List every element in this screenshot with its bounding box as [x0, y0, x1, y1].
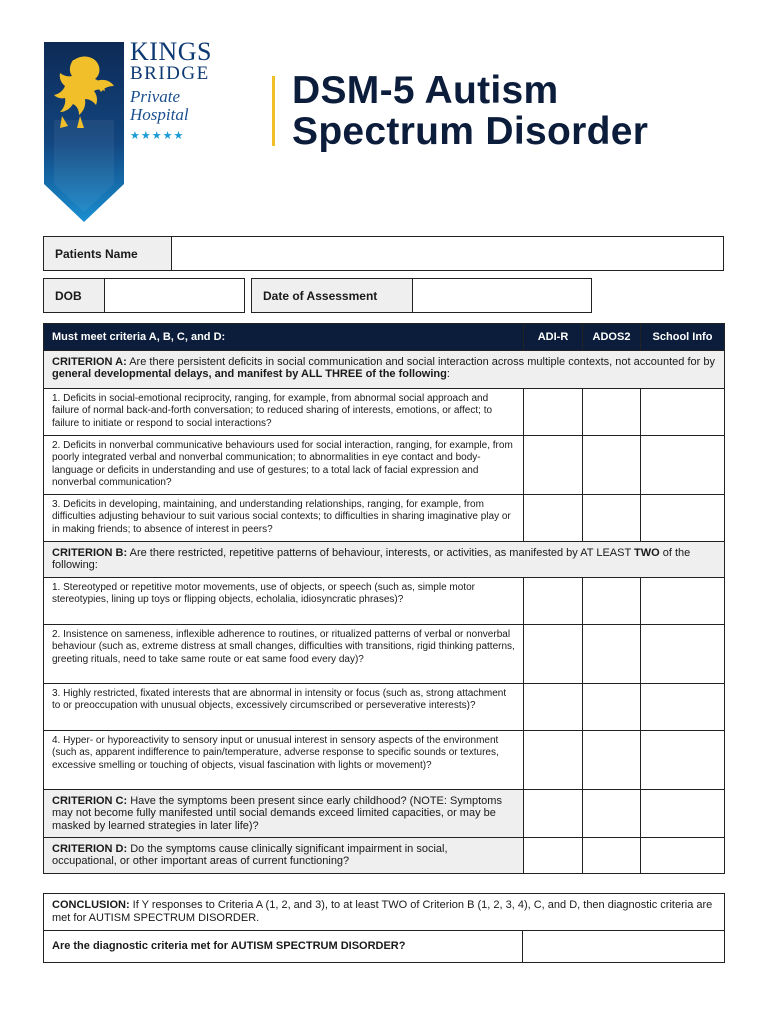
school-info-check-a1[interactable]	[641, 389, 725, 436]
criteria-table	[43, 323, 725, 874]
adir-check-c[interactable]	[524, 790, 583, 838]
criterion-b-label: CRITERION B:	[52, 547, 128, 559]
page-title-line2: Spectrum Disorder	[292, 110, 649, 153]
table-row	[44, 731, 725, 790]
school-info-check-a2[interactable]	[641, 436, 725, 495]
page-title	[292, 70, 648, 152]
dob-field[interactable]	[105, 279, 244, 312]
column-header-school-info: School Info	[641, 324, 725, 351]
adir-check-a1[interactable]	[524, 389, 583, 436]
ados2-check-a1[interactable]	[583, 389, 641, 436]
dob-row	[43, 278, 245, 313]
criterion-a-label: CRITERION A:	[52, 356, 127, 368]
hospital-logo-text	[130, 37, 212, 142]
criterion-a-emphasis: general developmental delays, and manifest by ALL THREE of the following	[52, 368, 447, 381]
ados2-check-a2[interactable]	[583, 436, 641, 495]
table-row	[44, 436, 725, 495]
school-info-check-a3[interactable]	[641, 495, 725, 542]
school-info-check-d[interactable]	[641, 838, 725, 874]
criterion-a-description: Are there persistent deficits in social communication and social interaction across multiple contexts, not accounted for by	[126, 356, 715, 368]
school-info-check-b2[interactable]	[641, 625, 725, 684]
criterion-b-item-4: 4. Hyper- or hyporeactivity to sensory input or unusual interest in sensory aspects of the environment (such as, apparent indifference to pain/temperature, adverse response to specific sounds or textures, excessive smelling or touching of objects, visual fascination with lights or movement)?	[44, 731, 524, 790]
assessment-date-label: Date of Assessment	[252, 279, 413, 312]
column-header-ados2: ADOS2	[583, 324, 641, 351]
criterion-d-label: CRITERION D:	[52, 843, 128, 855]
table-row	[44, 389, 725, 436]
criterion-c-text	[44, 790, 524, 838]
logo-name-line3: Private	[130, 87, 181, 106]
patient-name-field[interactable]	[172, 237, 723, 270]
dob-label: DOB	[44, 279, 105, 312]
logo-star-rating: ★★★★★	[130, 130, 185, 142]
criterion-b-row	[44, 542, 725, 578]
criterion-b-end: of the following:	[52, 547, 691, 572]
criterion-d-row	[44, 838, 725, 874]
criterion-c-row	[44, 790, 725, 838]
school-info-check-b3[interactable]	[641, 684, 725, 731]
assessment-date-field[interactable]	[413, 279, 591, 312]
school-info-check-b4[interactable]	[641, 731, 725, 790]
column-header-adir: ADI-R	[524, 324, 583, 351]
criterion-b-text	[44, 542, 725, 578]
criterion-a-item-3: 3. Deficits in developing, maintaining, and understanding relationships, ranging, for example, from difficulties adjusting behaviour to suit various social contexts; to difficulties in sharing imaginative play or in making friends; to absence of interest in peers?	[44, 495, 524, 542]
hospital-logo-shield	[44, 42, 124, 222]
criterion-a-item-1: 1. Deficits in social-emotional reciprocity, ranging, for example, from abnormal social approach and failure of normal back-and-forth conversation; to reduced sharing of interests, emotions, or affect; to failure to initiate or respond to social interactions?	[44, 389, 524, 436]
adir-check-b3[interactable]	[524, 684, 583, 731]
page-title-line1: DSM-5 Autism	[292, 69, 559, 112]
patient-name-row	[43, 236, 724, 271]
conclusion-answer-field[interactable]	[523, 931, 725, 963]
conclusion-table	[43, 893, 725, 963]
ados2-check-b1[interactable]	[583, 578, 641, 625]
adir-check-b4[interactable]	[524, 731, 583, 790]
criterion-a-row	[44, 351, 725, 389]
ados2-check-d[interactable]	[583, 838, 641, 874]
criterion-a-text	[44, 351, 725, 389]
table-row	[44, 578, 725, 625]
table-header-row	[44, 324, 725, 351]
criterion-d-description: Do the symptoms cause clinically significant impairment in social, occupational, or other important areas of current functioning?	[52, 843, 448, 868]
title-accent-bar	[272, 76, 275, 146]
ados2-check-a3[interactable]	[583, 495, 641, 542]
school-info-check-c[interactable]	[641, 790, 725, 838]
ados2-check-c[interactable]	[583, 790, 641, 838]
table-row	[44, 495, 725, 542]
ados2-check-b2[interactable]	[583, 625, 641, 684]
adir-check-b1[interactable]	[524, 578, 583, 625]
adir-check-d[interactable]	[524, 838, 583, 874]
logo-name-line4: Hospital	[130, 105, 189, 124]
criterion-c-label: CRITERION C:	[52, 795, 128, 807]
conclusion-question-row	[44, 931, 725, 963]
criterion-b-emphasis: TWO	[634, 547, 660, 559]
criterion-c-description: Have the symptoms been present since early childhood? (NOTE: Symptoms may not become fully manifested until social demands exceed limited capacities, or may be masked by learned strategies in later life)?	[52, 795, 502, 832]
criterion-b-item-1: 1. Stereotyped or repetitive motor movements, use of objects, or speech (such as, simple motor stereotypies, lining up toys or flipping objects, echolalia, idiosyncratic phrases)?	[44, 578, 524, 625]
ados2-check-b3[interactable]	[583, 684, 641, 731]
table-row	[44, 625, 725, 684]
criterion-a-item-2: 2. Deficits in nonverbal communicative behaviours used for social interaction, ranging, for example, from poorly integrated verbal and nonverbal communication; to abnormalities in eye contact and body-language or deficits in understanding and use of gestures; to a total lack of facial expression and nonverbal communication?	[44, 436, 524, 495]
logo-name-line2: BRIDGE	[130, 63, 210, 84]
conclusion-label: CONCLUSION:	[52, 899, 130, 911]
criterion-a-end: :	[446, 368, 450, 381]
conclusion-text	[44, 894, 725, 931]
patient-name-label: Patients Name	[44, 237, 172, 270]
criterion-b-item-3: 3. Highly restricted, fixated interests that are abnormal in intensity or focus (such as, strong attachment to or preoccupation with unusual objects, excessively circumscribed or perseverative interests)?	[44, 684, 524, 731]
table-row	[44, 684, 725, 731]
conclusion-description: If Y responses to Criteria A (1, 2, and 3), to at least TWO of Criterion B (1, 2, 3, 4), C, and D, then diagnostic criteria are met for AUTISM SPECTRUM DISORDER.	[52, 899, 713, 924]
conclusion-question: Are the diagnostic criteria met for AUTISM SPECTRUM DISORDER?	[44, 931, 523, 963]
criterion-b-description: Are there restricted, repetitive patterns of behaviour, interests, or activities, as manifested by AT LEAST	[127, 547, 635, 559]
criteria-header-label: Must meet criteria A, B, C, and D:	[44, 324, 524, 351]
adir-check-a3[interactable]	[524, 495, 583, 542]
adir-check-b2[interactable]	[524, 625, 583, 684]
criterion-b-item-2: 2. Insistence on sameness, inflexible adherence to routines, or ritualized patterns of verbal or nonverbal behaviour (such as, extreme distress at small changes, difficulties with transitions, rigid thinking patterns, greeting rituals, need to take same route or eat same food every day)?	[44, 625, 524, 684]
criterion-d-text	[44, 838, 524, 874]
adir-check-a2[interactable]	[524, 436, 583, 495]
assessment-date-row	[251, 278, 592, 313]
conclusion-row	[44, 894, 725, 931]
logo-name-line1: KINGS	[130, 37, 212, 66]
ados2-check-b4[interactable]	[583, 731, 641, 790]
school-info-check-b1[interactable]	[641, 578, 725, 625]
